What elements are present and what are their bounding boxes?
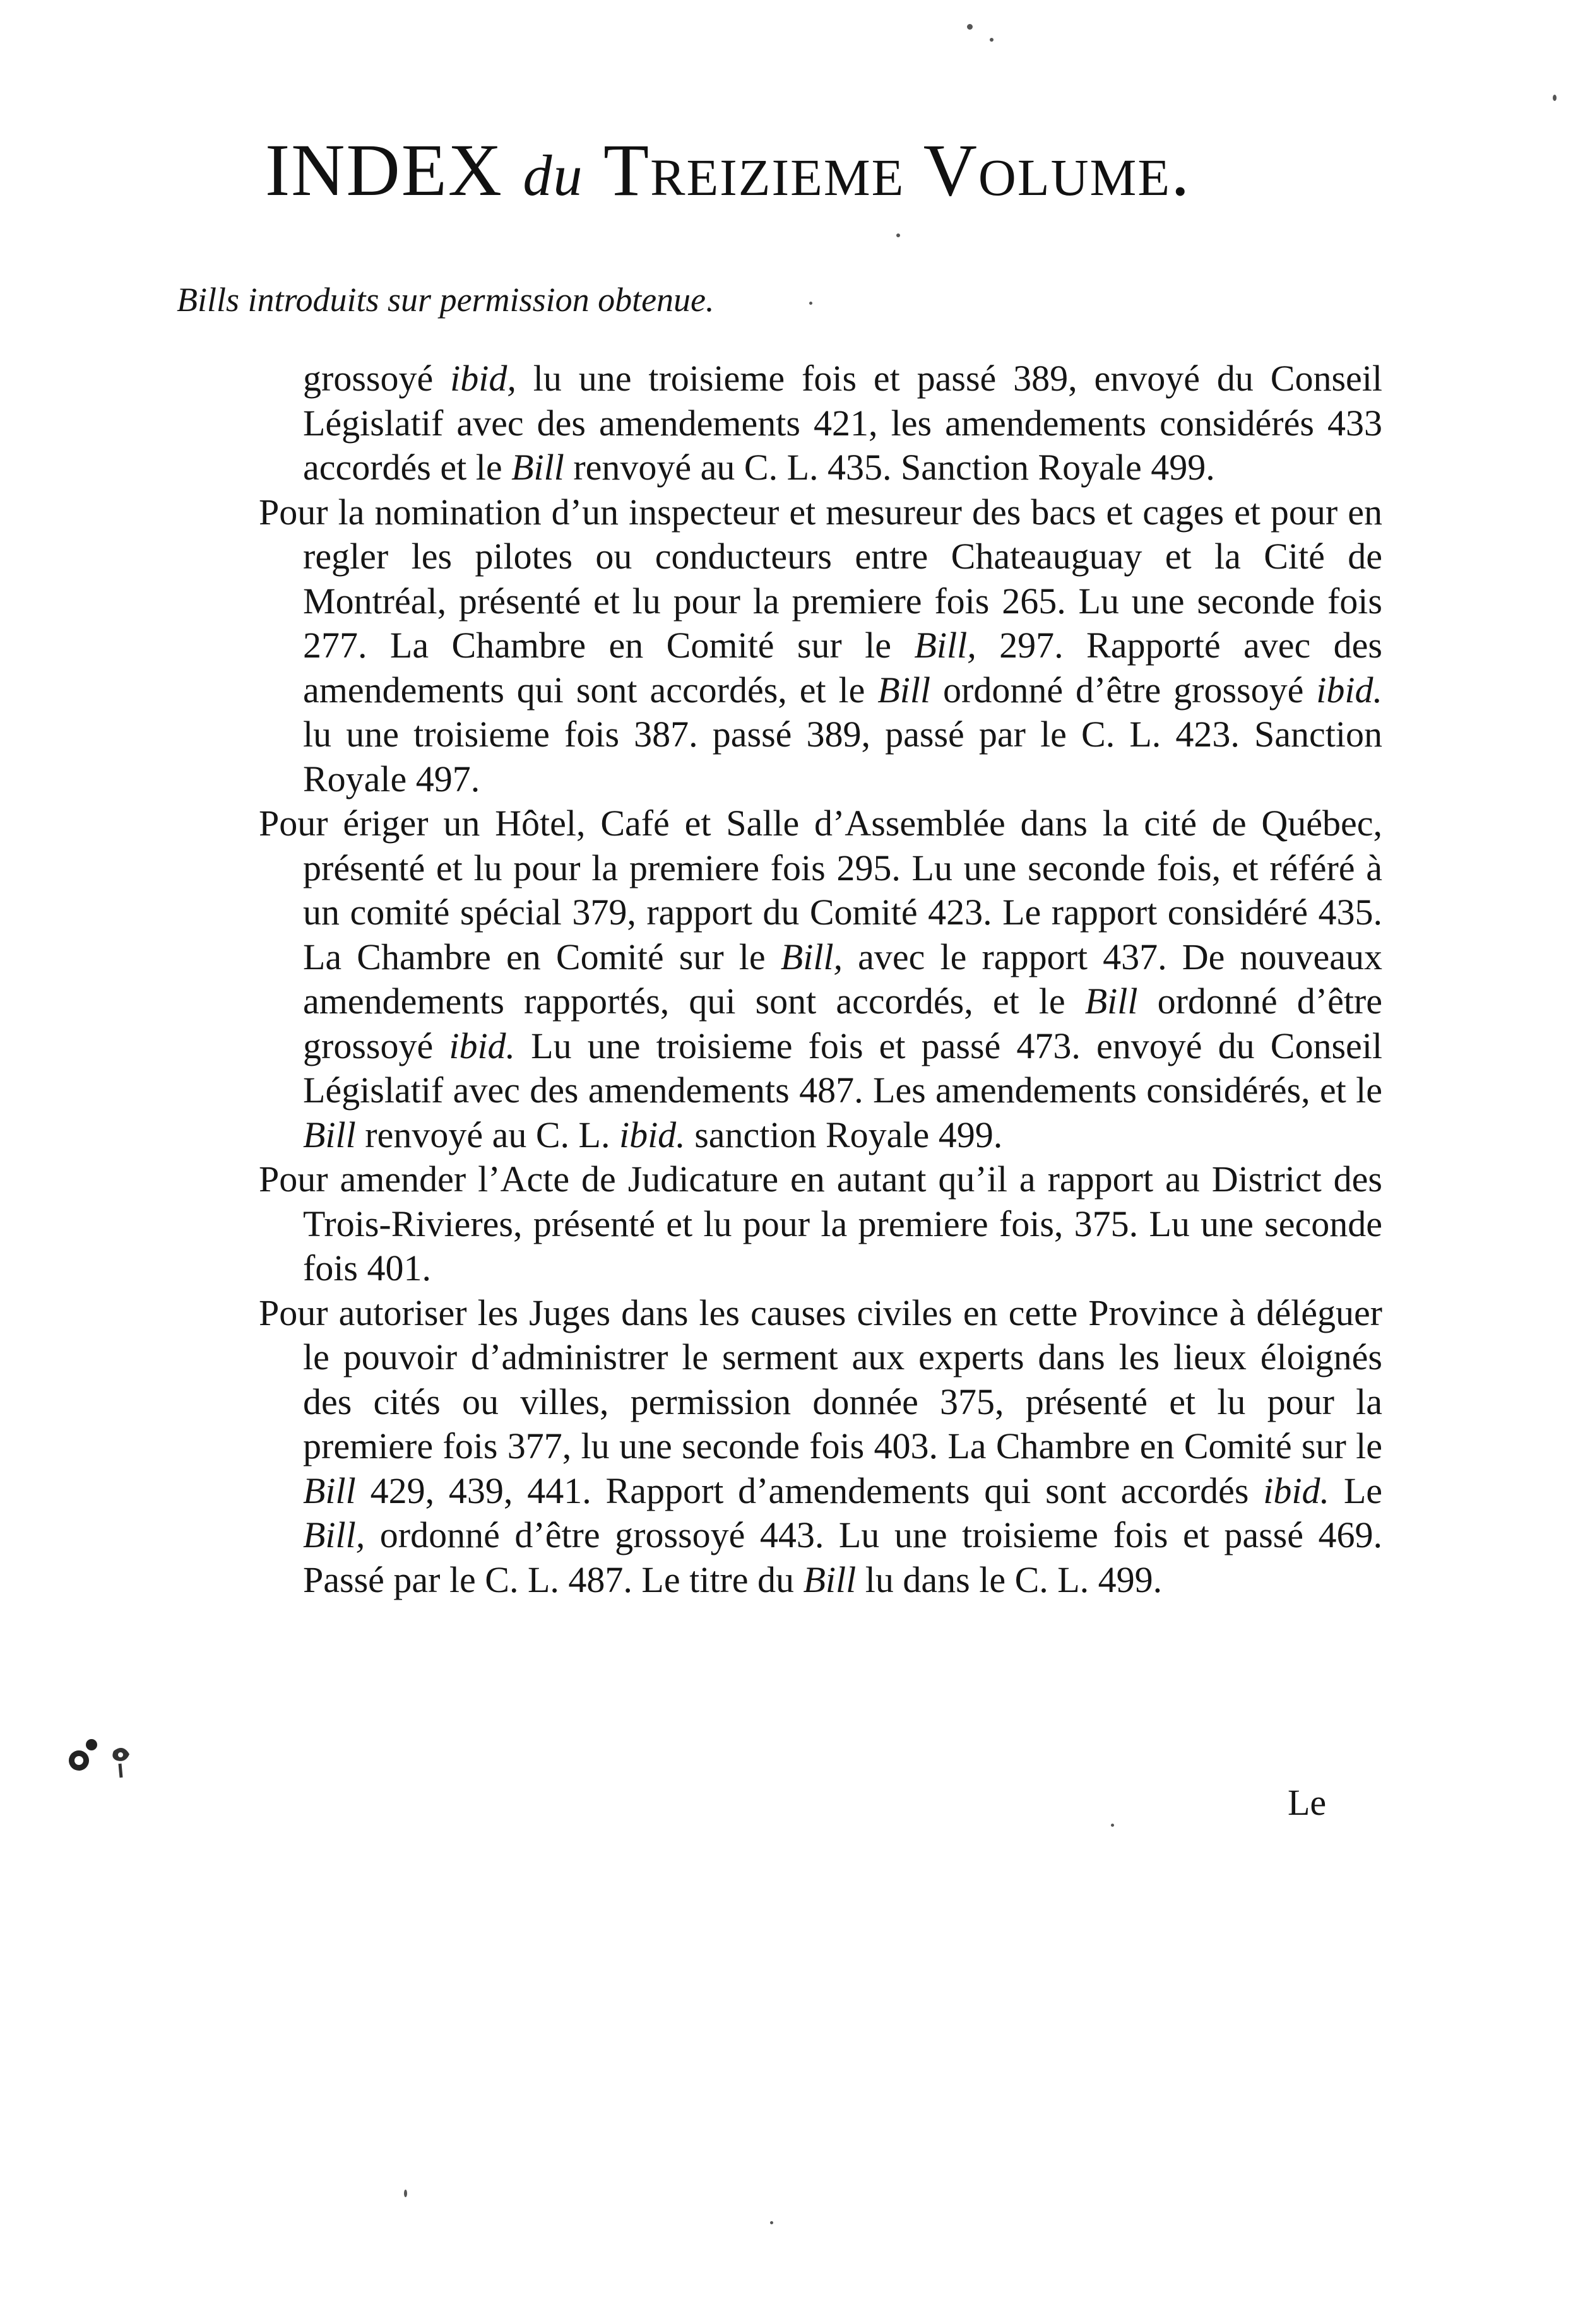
entry-text: ordonné d’être grossoyé [930, 669, 1317, 711]
entry-italic-text: ibid, [450, 358, 516, 399]
entry-italic-text: Bill [803, 1559, 857, 1600]
header-volume: Treizieme Volume. [603, 129, 1191, 211]
entry-italic-text: Bill, [303, 1514, 365, 1555]
index-entry [259, 1157, 1382, 1291]
entry-text: Pour autoriser les Juges dans les causes civiles en cette Province à déléguer le pouvoir d’administrer le serment aux experts dans les lieux éloignés des cités ou villes, permission donnée 375, présenté et lu pour la premiere fois 377, lu une seconde fois 403. La Chambre en Comité sur le [259, 1292, 1382, 1466]
print-speck [770, 2221, 773, 2224]
entry-text: Pour la nomination d’un inspecteur et mesureur des bacs et cages et pour en regler les pilotes ou conducteurs entre Chateauguay et la Cité de Montréal, présenté et lu pour la premiere fois 265. Lu une seconde fois 277. La Chambre en Comité sur le [259, 491, 1382, 666]
entry-italic-text: ibid. [449, 1025, 516, 1066]
entry-text: renvoyé au C. L. 435. Sanction Royale 499. [564, 447, 1215, 488]
entry-text: avec le rapport 437. De nouveaux amendements rapportés, qui sont accordés, et le [303, 936, 1382, 1022]
section-subheading: Bills introduits sur permission obtenue. [177, 281, 715, 319]
index-entry [259, 801, 1382, 1157]
print-speck [1111, 1824, 1114, 1827]
entry-text: lu dans le C. L. 499. [856, 1559, 1163, 1600]
print-speck [404, 2190, 407, 2197]
print-speck [967, 24, 973, 30]
entry-italic-text: Bill, [780, 936, 843, 977]
index-entry [259, 490, 1382, 802]
print-speck [809, 302, 812, 305]
header-du: du [523, 143, 584, 208]
entry-text: Pour ériger un Hôtel, Café et Salle d’Assemblée dans la cité de Québec, présenté et lu pour la premiere fois 295. Lu une seconde fois, et référé à un comité spécial 379, rapport du Comité 423. Le rapport considéré 435. La Chambre en Comité sur le [259, 803, 1382, 977]
header-index: INDEX [265, 129, 504, 211]
entry-italic-text: Bill, [914, 625, 976, 666]
print-speck [1553, 95, 1557, 101]
entry-italic-text: Bill [877, 669, 931, 711]
print-speck [990, 38, 994, 42]
entry-italic-text: ibid. [619, 1114, 685, 1155]
entry-text: 429, 439, 441. Rapport d’amendements qui sont accordés [355, 1470, 1264, 1511]
entry-text: grossoyé [303, 358, 451, 399]
entry-text: ordonné d’être grossoyé [303, 981, 1382, 1066]
entry-text: ordonné d’être grossoyé 443. Lu une troisieme fois et passé 469. Passé par le C. L. 487. Le titre du [303, 1514, 1382, 1600]
index-entry [259, 357, 1382, 490]
page-header [265, 129, 1370, 216]
entry-text: lu une troisieme fois et passé 389, envoyé du Conseil Législatif avec des amendements 421, les amendements considérés 433 accordés et le [303, 358, 1383, 488]
entry-italic-text: Bill [511, 447, 564, 488]
entry-italic-text: Bill [303, 1114, 356, 1155]
entry-text: 297. Rapporté avec des amendements qui sont accordés, et le [303, 625, 1382, 711]
entry-italic-text: ibid. [1263, 1470, 1330, 1511]
entry-italic-text: Bill [303, 1470, 356, 1511]
print-speck [896, 233, 900, 237]
ornament-icon [60, 1726, 142, 1783]
entry-text: renvoyé au C. L. [355, 1114, 619, 1155]
entry-text: Pour amender l’Acte de Judicature en autant qu’il a rapport au District des Trois-Rivieres, présenté et lu pour la premiere fois, 375. Lu une seconde fois 401. [259, 1159, 1382, 1289]
catchword: Le [1288, 1782, 1327, 1823]
entry-text: Lu une troisieme fois et passé 473. envoyé du Conseil Législatif avec des amendements 487. Les amendements considérés, et le [303, 1025, 1383, 1111]
index-entries [259, 357, 1382, 1602]
entry-text: lu une troisieme fois 387. passé 389, passé par le C. L. 423. Sanction Royale 497. [303, 714, 1382, 799]
entry-text: Le [1329, 1470, 1383, 1511]
entry-italic-text: ibid. [1316, 669, 1382, 711]
index-entry [259, 1291, 1382, 1603]
entry-italic-text: Bill [1084, 981, 1138, 1022]
entry-text: sanction Royale 499. [685, 1114, 1003, 1155]
